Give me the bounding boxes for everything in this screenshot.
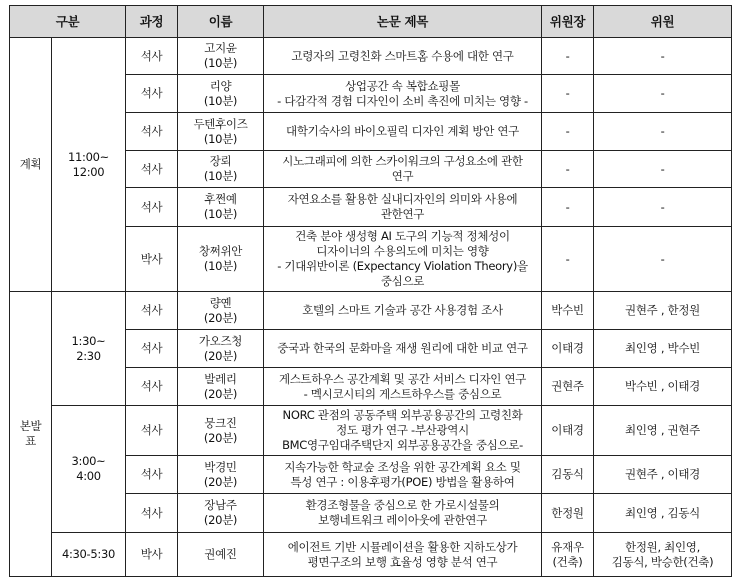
time-slot: 4:30-5:30 (52, 533, 126, 577)
course-cell: 석사 (126, 188, 178, 227)
members-cell: 최인영 , 김동식 (594, 494, 732, 533)
title-cell: 호텔의 스마트 기술과 공간 사용경험 조사 (264, 292, 542, 330)
members-cell: 최인영 , 박수빈 (594, 330, 732, 368)
name-cell: 권예진 (178, 533, 264, 577)
course-cell: 석사 (126, 75, 178, 113)
time-slot: 1:30~ 2:30 (52, 292, 126, 406)
name-cell: 박경민 (20분) (178, 456, 264, 494)
header-members: 위원 (594, 6, 732, 38)
members-cell: - (594, 188, 732, 227)
header-group: 구분 (10, 6, 126, 38)
table-row (10, 406, 732, 456)
chair-cell: - (542, 188, 594, 227)
section-label: 본발 표 (10, 292, 52, 577)
title-cell: 에이전트 기반 시뮬레이션을 활용한 지하도상가 평면구조의 보행 효율성 영향 분석 연구 (264, 533, 542, 577)
chair-cell: - (542, 113, 594, 151)
members-cell: 박수빈 , 이태경 (594, 368, 732, 406)
header-name: 이름 (178, 6, 264, 38)
chair-cell: - (542, 75, 594, 113)
schedule-table (9, 5, 732, 577)
members-cell: - (594, 75, 732, 113)
chair-cell: - (542, 151, 594, 188)
course-cell: 석사 (126, 406, 178, 456)
course-cell: 박사 (126, 227, 178, 292)
title-cell: 중국과 한국의 문화마을 재생 원리에 대한 비교 연구 (264, 330, 542, 368)
header-title: 논문 제목 (264, 6, 542, 38)
course-cell: 석사 (126, 456, 178, 494)
table-row (10, 292, 732, 330)
members-cell: 최인영 , 권현주 (594, 406, 732, 456)
header-course: 과정 (126, 6, 178, 38)
name-cell: 발레리 (20분) (178, 368, 264, 406)
name-cell: 뭉크진 (20분) (178, 406, 264, 456)
title-cell: 고령자의 고령친화 스마트홈 수용에 대한 연구 (264, 38, 542, 75)
members-cell: 한정원, 최인영, 김동식, 박승한(건축) (594, 533, 732, 577)
name-cell: 리양 (10분) (178, 75, 264, 113)
title-cell: NORC 관점의 공동주택 외부공용공간의 고령친화 정도 평가 연구 -부산광역시 BMC영구임대주택단지 외부공용공간을 중심으로- (264, 406, 542, 456)
title-cell: 대학기숙사의 바이오필릭 디자인 계획 방안 연구 (264, 113, 542, 151)
course-cell: 박사 (126, 533, 178, 577)
title-cell: 시노그래피에 의한 스카이워크의 구성요소에 관한 연구 (264, 151, 542, 188)
schedule-table-wrapper (9, 5, 732, 577)
name-cell: 후쩐예 (10분) (178, 188, 264, 227)
name-cell: 량옌 (20분) (178, 292, 264, 330)
name-cell: 두텐후이즈 (10분) (178, 113, 264, 151)
name-cell: 고지윤 (10분) (178, 38, 264, 75)
title-cell: 환경조형물을 중심으로 한 가로시설물의 보행네트워크 레이아웃에 관한연구 (264, 494, 542, 533)
members-cell: - (594, 38, 732, 75)
title-cell: 지속가능한 학교숲 조성을 위한 공간계획 요소 및 특성 연구 : 이용후평가(POE) 방법을 활용하여 (264, 456, 542, 494)
course-cell: 석사 (126, 151, 178, 188)
title-cell: 게스트하우스 공간계획 및 공간 서비스 디자인 연구 - 멕시코시티의 게스트하우스를 중심으로 (264, 368, 542, 406)
name-cell: 장남주 (20분) (178, 494, 264, 533)
chair-cell: - (542, 38, 594, 75)
members-cell: - (594, 113, 732, 151)
members-cell: - (594, 151, 732, 188)
header-row (10, 6, 732, 38)
chair-cell: 유재우 (건축) (542, 533, 594, 577)
header-chair: 위원장 (542, 6, 594, 38)
name-cell: 가오즈청 (20분) (178, 330, 264, 368)
chair-cell: 김동식 (542, 456, 594, 494)
course-cell: 석사 (126, 292, 178, 330)
course-cell: 석사 (126, 38, 178, 75)
members-cell: 권현주 , 이태경 (594, 456, 732, 494)
course-cell: 석사 (126, 368, 178, 406)
schedule-body (10, 38, 732, 577)
time-slot: 11:00~ 12:00 (52, 38, 126, 292)
title-cell: 자연요소를 활용한 실내디자인의 의미와 사용에 관한연구 (264, 188, 542, 227)
course-cell: 석사 (126, 113, 178, 151)
chair-cell: 권현주 (542, 368, 594, 406)
chair-cell: 이태경 (542, 330, 594, 368)
name-cell: 창쩌위안 (10분) (178, 227, 264, 292)
members-cell: - (594, 227, 732, 292)
course-cell: 석사 (126, 330, 178, 368)
section-label: 계획 (10, 38, 52, 292)
title-cell: 건축 분야 생성형 AI 도구의 기능적 정체성이 디자이너의 수용의도에 미치는 영향 - 기대위반이론 (Expectancy Violation Theory)을 중심으로 (264, 227, 542, 292)
chair-cell: - (542, 227, 594, 292)
table-row (10, 533, 732, 577)
name-cell: 장뢰 (10분) (178, 151, 264, 188)
table-row (10, 38, 732, 75)
time-slot: 3:00~ 4:00 (52, 406, 126, 533)
course-cell: 석사 (126, 494, 178, 533)
chair-cell: 한정원 (542, 494, 594, 533)
chair-cell: 박수빈 (542, 292, 594, 330)
title-cell: 상업공간 속 복합쇼핑몰 - 다감각적 경험 디자인이 소비 촉진에 미치는 영향 - (264, 75, 542, 113)
chair-cell: 이태경 (542, 406, 594, 456)
members-cell: 권현주 , 한정원 (594, 292, 732, 330)
